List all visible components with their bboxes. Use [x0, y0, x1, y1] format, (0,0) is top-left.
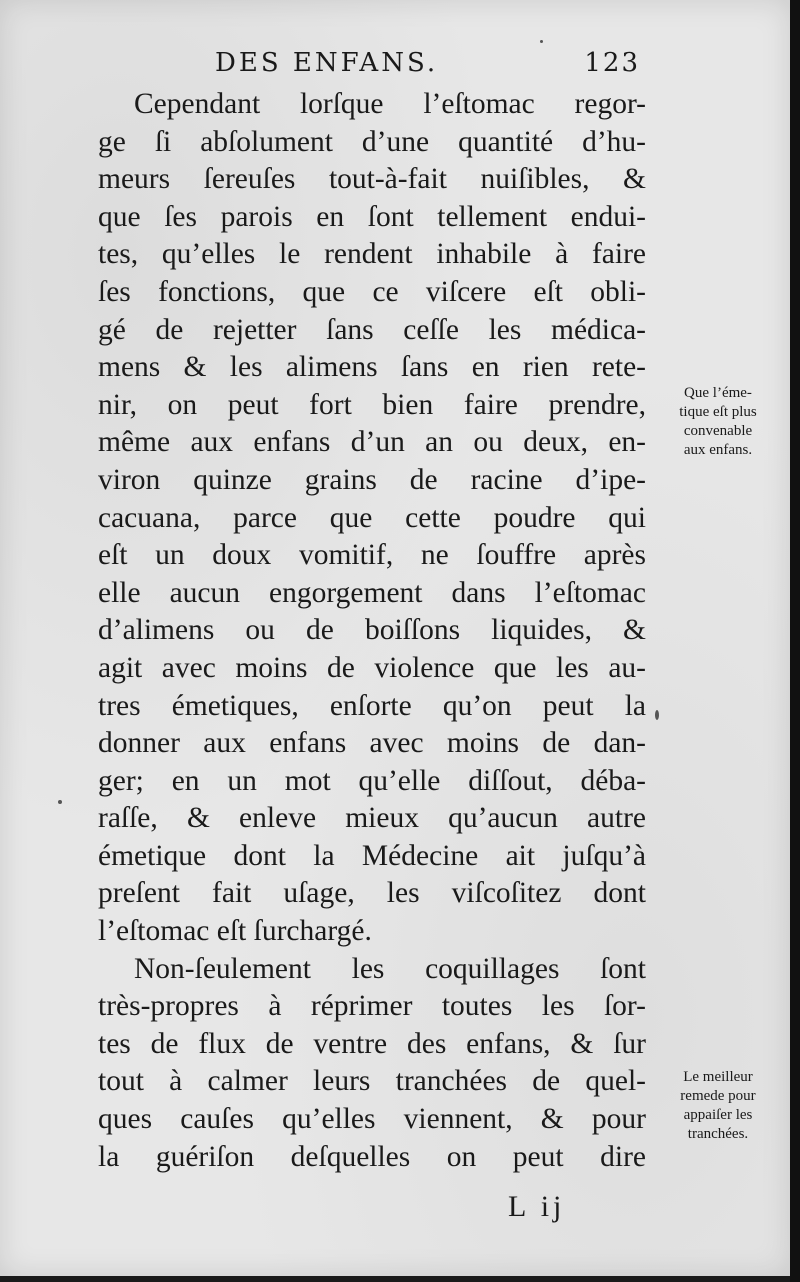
margin-note-line: convenable [683, 423, 753, 439]
paragraph-2 [98, 951, 646, 1177]
body-text [98, 86, 646, 1176]
text-line: même aux enfans d’un an ou deux, en- [98, 426, 646, 459]
margin-note-line: tranchées. [687, 1126, 749, 1142]
text-line: meurs ſereuſes tout-à-fait nuiſibles, & [98, 163, 646, 196]
text-line: la guériſon deſquelles on peut dire [98, 1140, 646, 1173]
text-line: gé de rejetter ſans ceſſe les médica- [98, 313, 646, 346]
text-line: agit avec moins de violence que les au- [98, 651, 646, 684]
text-line: ques cauſes qu’elles viennent, & pour [98, 1103, 646, 1136]
text-line: ſes fonctions, que ce viſcere eſt obli- [98, 275, 646, 308]
text-line: elle aucun engorgement dans l’eſtomac [98, 576, 646, 609]
running-head [100, 48, 640, 78]
text-line: Non-ſeulement les coquillages ſont [134, 952, 646, 985]
page-edge [790, 0, 800, 1282]
ink-speck [655, 710, 659, 720]
margin-note-line: Que l’éme- [684, 385, 752, 401]
text-line: tes, qu’elles le rendent inhabile à faire [98, 238, 646, 271]
text-line: que ſes parois en ſont tellement endui- [98, 200, 646, 233]
text-line: Cependant lorſque l’eſtomac regor- [134, 88, 646, 120]
text-line: tres émetiques, enſorte qu’on peut la [98, 689, 646, 722]
margin-note-line: tique eſt plus [679, 404, 757, 420]
signature-mark: L ij [508, 1190, 566, 1223]
margin-note-line: appaiſer les [683, 1107, 753, 1123]
text-line: cacuana, parce que cette poudre qui [98, 501, 646, 534]
margin-note-line: remede pour [680, 1088, 756, 1104]
ink-speck [58, 800, 62, 804]
text-line: raſſe, & enleve mieux qu’aucun autre [98, 802, 646, 835]
text-line: l’eſtomac eſt ſurchargé. [98, 915, 372, 948]
text-line: preſent fait uſage, les viſcoſitez dont [98, 877, 646, 910]
text-line: ger; en un mot qu’elle diſſout, déba- [98, 764, 646, 797]
margin-note-line: aux enfans. [683, 442, 753, 458]
text-line: nir, on peut fort bien faire prendre, [98, 388, 646, 421]
text-line: donner aux enfans avec moins de dan- [98, 727, 646, 760]
text-line: tes de flux de ventre des enfans, & ſur [98, 1027, 646, 1060]
margin-note-line: Le meilleur [683, 1069, 753, 1085]
text-line: mens & les alimens ſans en rien rete- [98, 351, 646, 384]
page-number: 123 [584, 48, 640, 78]
margin-note-remedy [648, 1068, 788, 1144]
ink-speck [540, 40, 543, 43]
paragraph-1 [98, 86, 646, 951]
text-line: ge ſi abſolument d’une quantité d’hu- [98, 125, 646, 158]
text-line: d’alimens ou de boiſſons liquides, & [98, 614, 646, 647]
text-line: émetique dont la Médecine ait juſqu’à [98, 839, 646, 872]
text-line: eſt un doux vomitif, ne ſouffre après [98, 539, 646, 572]
text-line: très-propres à réprimer toutes les ſor- [98, 990, 646, 1023]
text-line: tout à calmer leurs tranchées de quel- [98, 1065, 646, 1098]
running-head-title: DES ENFANS. [215, 48, 439, 78]
text-line: viron quinze grains de racine d’ipe- [98, 463, 646, 496]
margin-note-emetic [648, 384, 788, 460]
